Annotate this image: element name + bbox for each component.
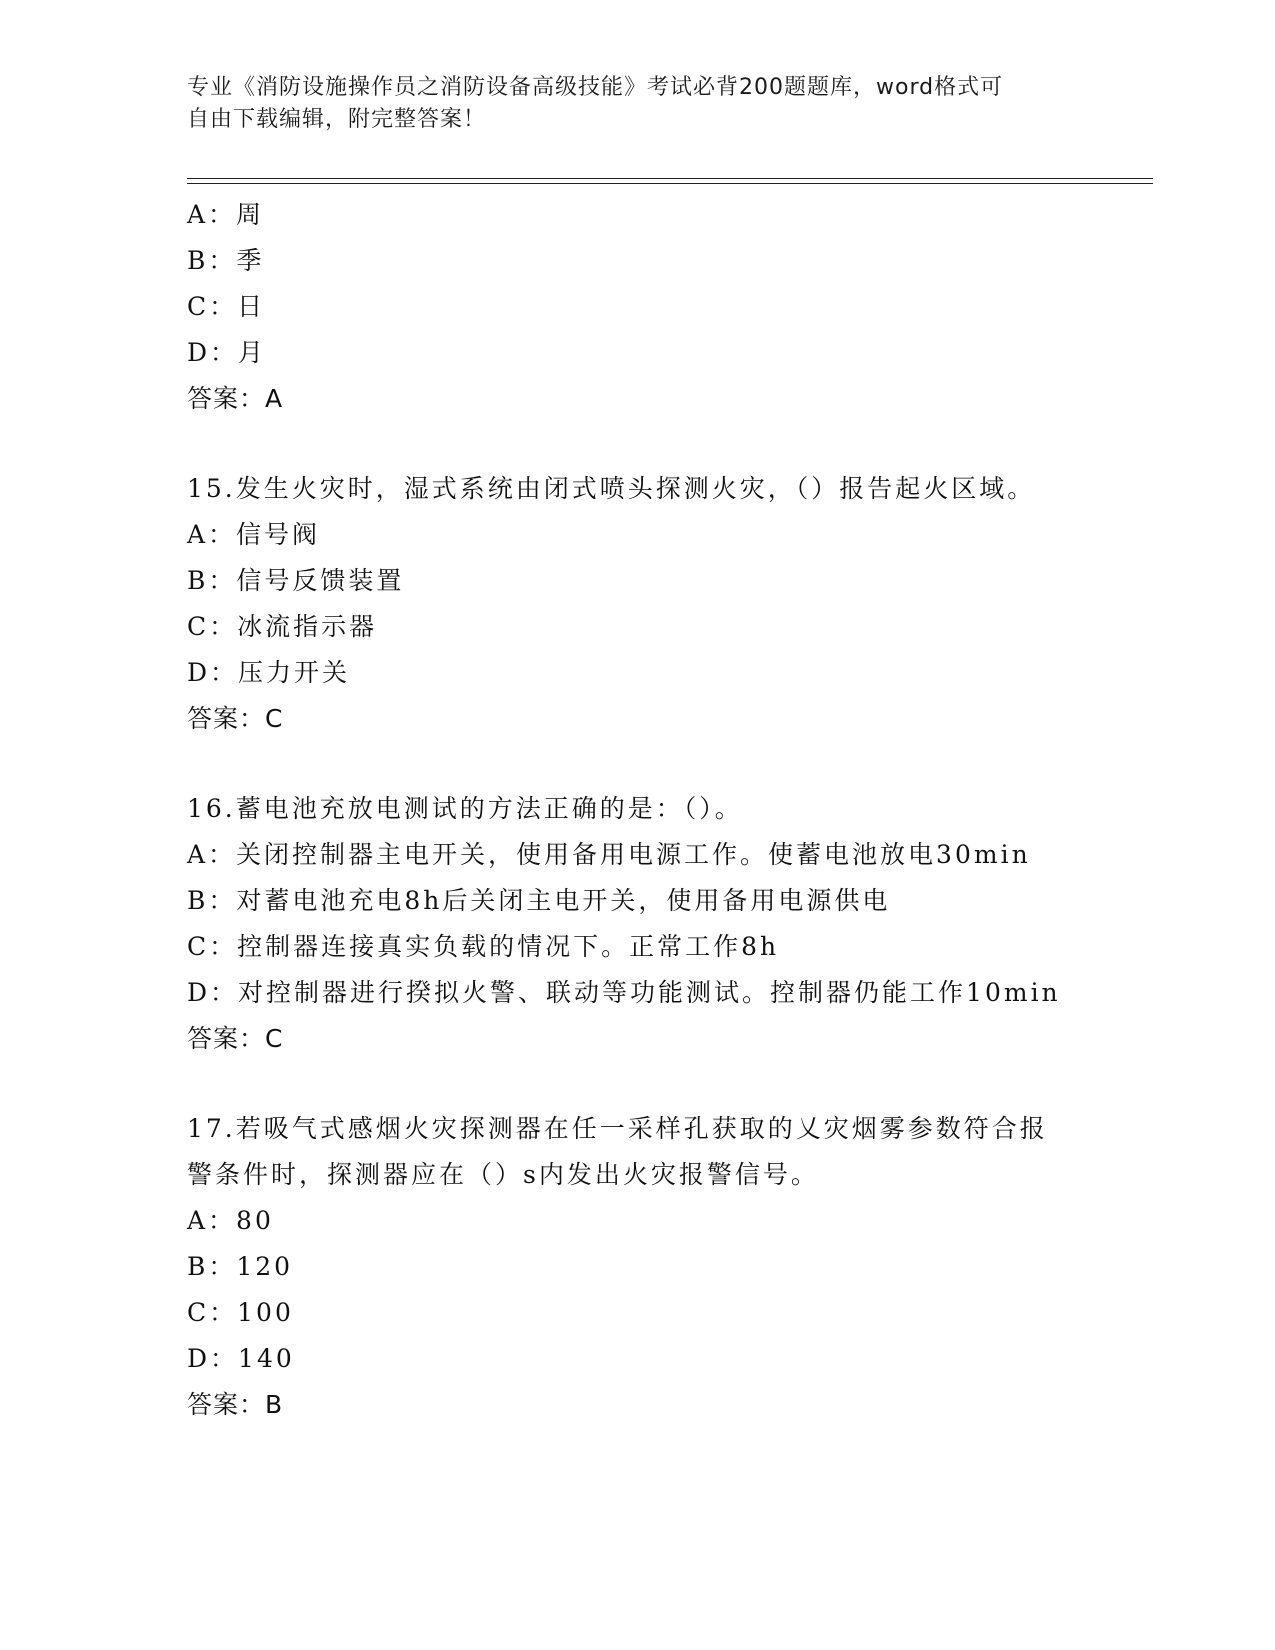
option-c: C：日 xyxy=(187,292,266,321)
question-block-17 xyxy=(187,1106,1087,1428)
option-a: A：周 xyxy=(187,200,265,229)
question-text-line-2: 警条件时，探测器应在（）s内发出火灾报警信号。 xyxy=(187,1160,819,1189)
option-b: B：季 xyxy=(187,246,265,275)
question-block-15 xyxy=(187,466,1087,742)
option-a: A：80 xyxy=(187,1206,274,1235)
option-c: C：控制器连接真实负载的情况下。正常工作8h xyxy=(187,932,780,961)
header-divider-bottom xyxy=(187,183,1153,184)
option-c: C：100 xyxy=(187,1298,294,1327)
header-divider-top xyxy=(187,178,1153,179)
option-b: B：对蓄电池充电8h后关闭主电开关，使用备用电源供电 xyxy=(187,886,891,915)
document-header xyxy=(187,72,1087,136)
option-d: D：140 xyxy=(187,1344,295,1373)
answer: 答案：C xyxy=(187,1024,284,1053)
option-d: D：月 xyxy=(187,338,267,367)
question-text-line-1: 17.若吸气式感烟火灾探测器在任一采样孔获取的乂灾烟雾参数符合报 xyxy=(187,1114,1048,1143)
header-line-2: 自由下载编辑，附完整答案！ xyxy=(187,107,487,132)
question-list xyxy=(187,192,1087,1428)
option-b: B：信号反馈装置 xyxy=(187,566,405,595)
option-d: D：压力开关 xyxy=(187,658,351,687)
option-d: D：对控制器进行揆拟火警、联动等功能测试。控制器仍能工作10min xyxy=(187,978,1061,1007)
answer: 答案：C xyxy=(187,704,284,733)
option-b: B：120 xyxy=(187,1252,294,1281)
option-c: C：冰流指示器 xyxy=(187,612,378,641)
question-block-16 xyxy=(187,786,1087,1062)
question-text: 15.发生火灾时，湿式系统由闭式喷头探测火灾，（）报告起火区域。 xyxy=(187,474,1036,503)
question-text: 16.蓄电池充放电测试的方法正确的是：（）。 xyxy=(187,794,743,823)
option-a: A：信号阀 xyxy=(187,520,321,549)
option-a: A：关闭控制器主电开关，使用备用电源工作。使蓄电池放电30min xyxy=(187,840,1031,869)
header-line-1: 专业《消防设施操作员之消防设备高级技能》考试必背200题题库，word格式可 xyxy=(187,75,1004,100)
answer: 答案：B xyxy=(187,1390,284,1419)
answer: 答案：A xyxy=(187,384,284,413)
question-block-14 xyxy=(187,192,1087,422)
